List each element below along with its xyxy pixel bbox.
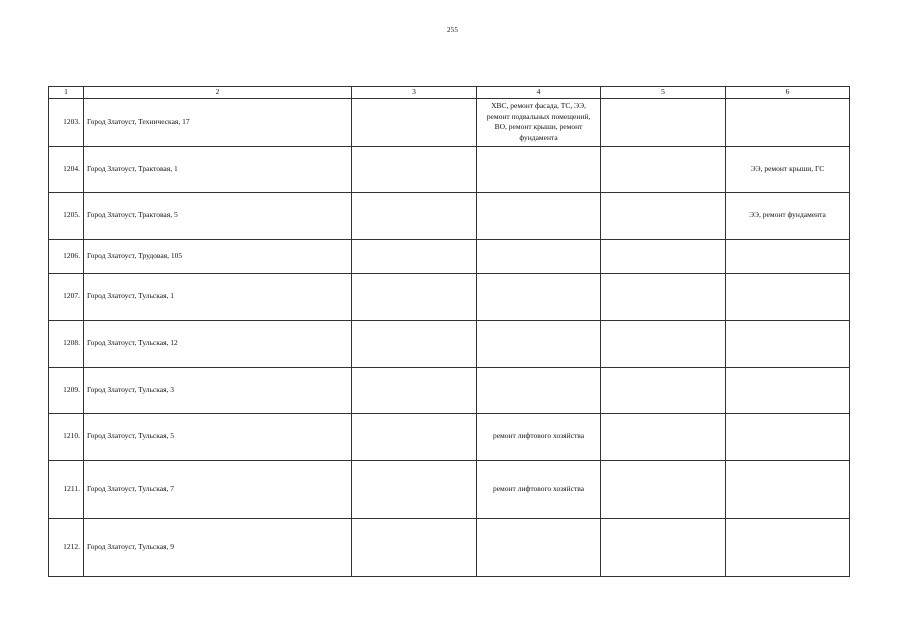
column-3-cell [352, 413, 477, 460]
column-5-cell [601, 146, 726, 192]
column-3-cell [352, 460, 477, 518]
column-6-cell: ЭЭ, ремонт фундамента [726, 192, 850, 239]
table-row [49, 239, 850, 273]
column-6-cell [726, 239, 850, 273]
table-row [49, 320, 850, 367]
column-header-6: 6 [726, 87, 850, 99]
column-4-cell [477, 320, 601, 367]
row-number: 1212. [49, 518, 84, 576]
column-header-2: 2 [84, 87, 352, 99]
column-header-4: 4 [477, 87, 601, 99]
table-row [49, 367, 850, 413]
table-row [49, 273, 850, 320]
table-row [49, 98, 850, 146]
column-6-cell [726, 460, 850, 518]
column-4-cell: ремонт лифтового хозяйства [477, 460, 601, 518]
address-cell: Город Златоуст, Тульская, 1 [84, 273, 352, 320]
table-row [49, 460, 850, 518]
table-row [49, 413, 850, 460]
column-6-cell [726, 98, 850, 146]
page-number: 255 [446, 26, 459, 34]
address-cell: Город Златоуст, Трактовая, 1 [84, 146, 352, 192]
row-number: 1211. [49, 460, 84, 518]
column-3-cell [352, 518, 477, 576]
column-3-cell [352, 273, 477, 320]
column-4-cell: ремонт лифтового хозяйства [477, 413, 601, 460]
column-3-cell [352, 192, 477, 239]
column-5-cell [601, 192, 726, 239]
column-4-cell [477, 146, 601, 192]
column-6-cell [726, 273, 850, 320]
address-cell: Город Златоуст, Трудовая, 105 [84, 239, 352, 273]
column-5-cell [601, 273, 726, 320]
column-4-cell [477, 239, 601, 273]
column-header-3: 3 [352, 87, 477, 99]
row-number: 1205. [49, 192, 84, 239]
row-number: 1209. [49, 367, 84, 413]
column-3-cell [352, 367, 477, 413]
column-6-cell [726, 367, 850, 413]
column-5-cell [601, 320, 726, 367]
row-number: 1207. [49, 273, 84, 320]
address-cell: Город Златоуст, Тульская, 12 [84, 320, 352, 367]
column-4-cell: ХВС, ремонт фасада, ТС, ЭЭ, ремонт подвальных помещений, ВО, ремонт крыши, ремонт фундамента [477, 98, 601, 146]
table-row [49, 146, 850, 192]
column-5-cell [601, 367, 726, 413]
row-number: 1210. [49, 413, 84, 460]
column-4-cell [477, 367, 601, 413]
column-header-1: 1 [49, 87, 84, 99]
column-6-cell [726, 320, 850, 367]
row-number: 1206. [49, 239, 84, 273]
column-4-cell [477, 273, 601, 320]
column-6-cell: ЭЭ, ремонт крыши, ГС [726, 146, 850, 192]
column-5-cell [601, 460, 726, 518]
column-3-cell [352, 146, 477, 192]
column-3-cell [352, 98, 477, 146]
header-row [49, 87, 850, 99]
row-number: 1208. [49, 320, 84, 367]
row-number: 1203. [49, 98, 84, 146]
column-5-cell [601, 98, 726, 146]
address-cell: Город Златоуст, Техническая, 17 [84, 98, 352, 146]
column-6-cell [726, 518, 850, 576]
row-number: 1204. [49, 146, 84, 192]
column-3-cell [352, 320, 477, 367]
address-cell: Город Златоуст, Тульская, 7 [84, 460, 352, 518]
column-4-cell [477, 192, 601, 239]
column-header-5: 5 [601, 87, 726, 99]
table-row [49, 518, 850, 576]
column-5-cell [601, 413, 726, 460]
column-6-cell [726, 413, 850, 460]
address-cell: Город Златоуст, Трактовая, 5 [84, 192, 352, 239]
address-cell: Город Златоуст, Тульская, 3 [84, 367, 352, 413]
column-3-cell [352, 239, 477, 273]
address-cell: Город Златоуст, Тульская, 5 [84, 413, 352, 460]
column-5-cell [601, 518, 726, 576]
address-cell: Город Златоуст, Тульская, 9 [84, 518, 352, 576]
column-4-cell [477, 518, 601, 576]
housing-register-table [48, 86, 850, 577]
table-row [49, 192, 850, 239]
column-5-cell [601, 239, 726, 273]
